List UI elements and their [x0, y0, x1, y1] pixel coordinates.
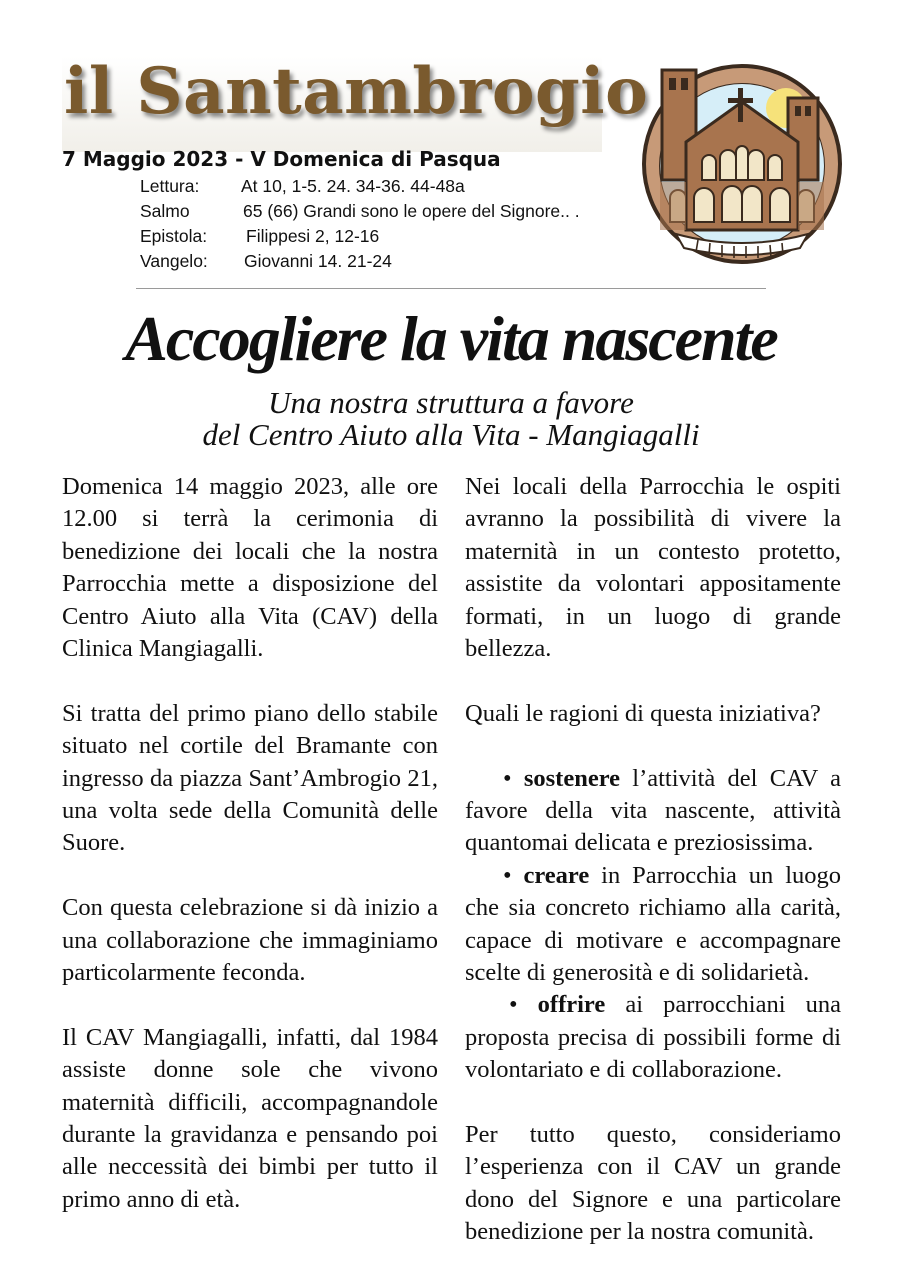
reading-label: Salmo [140, 201, 190, 221]
issue-date: 7 Maggio 2023 - V Domenica di Pasqua [62, 147, 501, 171]
closing-paragraph: Per tutto questo, consideriamo l’esperienza con il CAV un grande dono del Signore e una particolare benedizione per la nostra comunità. [465, 1121, 841, 1246]
reading-label: Lettura: [140, 176, 200, 196]
bullet-item [465, 763, 841, 860]
reading-text: Giovanni 14. 21-24 [244, 251, 392, 271]
paragraph: Domenica 14 maggio 2023, alle ore 12.00 si terrà la cerimonia di benedizione dei locali che la nostra Parrocchia mette a disposizione del Centro Aiuto alla Vita (CAV) della Clinica Mangiagalli. [62, 473, 438, 663]
reading-label: Epistola: [140, 226, 208, 246]
masthead-title: il Santambrogio [64, 54, 649, 129]
article-right-column [465, 471, 841, 1281]
headline: Accogliere la vita nascente [125, 303, 777, 374]
bullet-icon: • [503, 764, 512, 792]
header-divider [136, 288, 766, 289]
basilica-logo-icon [640, 62, 844, 266]
bullet-icon: • [509, 991, 518, 1019]
reading-label: Vangelo: [140, 251, 208, 271]
paragraph: Si tratta del primo piano dello stabile situato nel cortile del Bramante con ingresso da piazza Sant’Ambrogio 21, una volta sede della Comunità delle Suore. [62, 699, 438, 857]
bullet-text: l’attività del CAV a favore della vita nascente, attività quantomai delicata e preziosissima. [465, 764, 841, 857]
reading-text: At 10, 1-5. 24. 34-36. 44-48a [241, 176, 465, 196]
bullet-keyword: sostenere [523, 764, 621, 792]
paragraph: Con questa celebrazione si dà inizio a una collaborazione che immaginiamo particolarmente feconda. [62, 894, 438, 987]
subtitle-line-1: Una nostra struttura a favore [268, 385, 634, 420]
bullet-keyword: offrire [537, 991, 606, 1019]
reading-text: Filippesi 2, 12-16 [246, 226, 380, 246]
bullet-icon: • [503, 861, 512, 889]
paragraph: Nei locali della Parrocchia le ospiti avranno la possibilità di vivere la maternità in un contesto protetto, assistite da volontari appositamente formati, in un luogo di grande bellezza. [465, 473, 841, 663]
bullet-item [465, 860, 841, 990]
question: Quali le ragioni di questa iniziativa? [465, 699, 821, 727]
masthead [62, 54, 649, 152]
bullet-item [465, 989, 841, 1086]
article-left-column [62, 471, 438, 1249]
reading-text: 65 (66) Grandi sono le opere del Signore.. . [243, 201, 580, 221]
paragraph: Il CAV Mangiagalli, infatti, dal 1984 assiste donne sole che vivono maternità difficili, accompagnandole durante la gravidanza e pensando poi alle neccessità dei bimbi per tutto il primo anno di età. [62, 1023, 438, 1213]
subtitle-line-2: del Centro Aiuto alla Vita - Mangiagalli [202, 417, 700, 452]
bullet-text: ai parrocchiani una proposta precisa di possibili forme di volontariato e di collaborazione. [465, 991, 841, 1084]
bullet-keyword: creare [523, 861, 590, 889]
bullet-text: in Parrocchia un luogo che sia concreto richiamo alla carità, capace di motivare e accompagnare scelte di generosità e di solidarietà. [465, 861, 841, 987]
